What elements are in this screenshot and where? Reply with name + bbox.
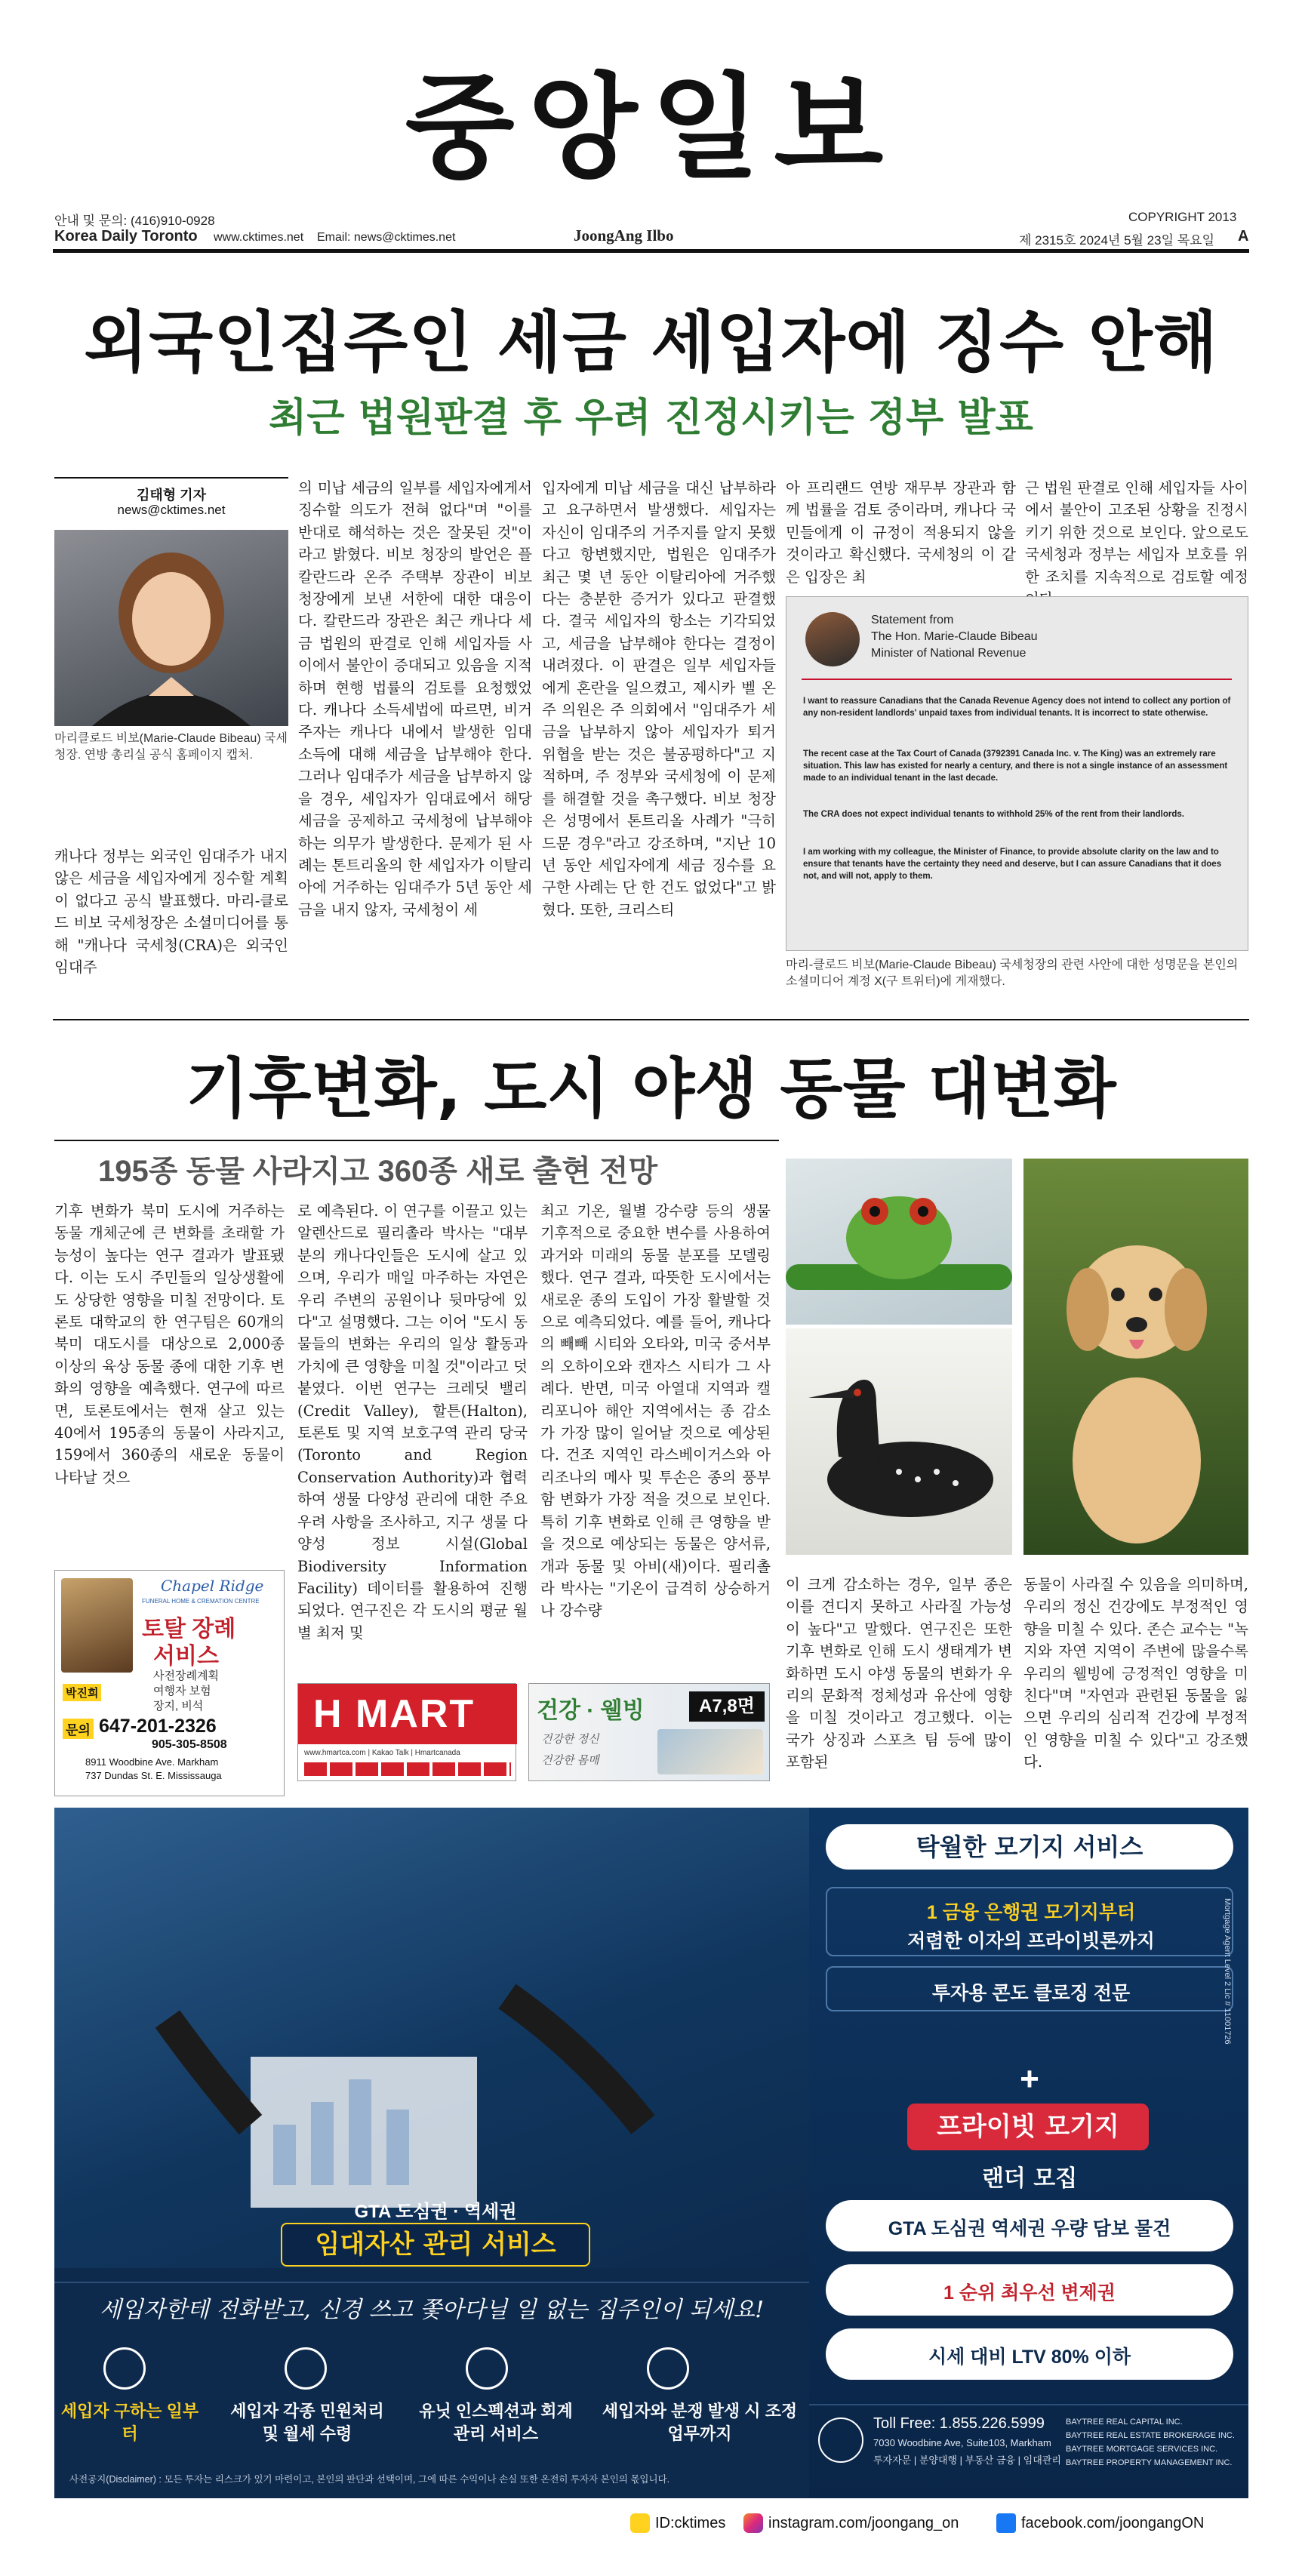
gta-title: 임대자산 관리 서비스 <box>281 2223 590 2267</box>
mortgage-ad[interactable] <box>54 1808 1248 2498</box>
funeral-title1: 토탈 장례 <box>142 1617 236 1642</box>
article1-col3: 입자에게 미납 세금을 대신 납부하라고 요구하면서 발생했다. 세입자는 자신이 임대주의 거주지를 알지 못했다고 항변했지만, 법원은 임대주가 최근 몇 년 동안 이탈리아에 거주했다는 충분한 증거가 있다고 판결했다. 결국 세입자의 항소는 기각되었고, 세금을 납부해야 한다는 결정이 내려졌다. 이 판결은 일부 세입자들에게 혼란을 일으켰고, 제시카 벨 온주 의원은 주 의회에서 "임대주가 세금을 납부하지 않아 세입자가 퇴거 위협을 받는 것은 불공평하다"고 지적하며, 주 정부와 국세청에 이 문제를 해결할 것을 촉구했다. 비보 청장은 성명에서 톤트리올 사례가 "극히 드문 경우"라고 강조하며, "지난 10년 동안 세입자에게 세금 징수를 요구한 사례는 단 한 건도 없었다"고 밝혔다. 또한, 크리스티 <box>542 479 776 919</box>
statement-from: Statement from <box>871 614 954 626</box>
facebook-icon <box>996 2513 1016 2533</box>
loon-photo <box>786 1328 1012 1555</box>
puppy-photo <box>1023 1159 1248 1555</box>
company1: BAYTREE REAL CAPITAL INC. <box>1066 2418 1183 2427</box>
company3: BAYTREE MORTGAGE SERVICES INC. <box>1066 2445 1218 2454</box>
statement-p4: I am working with my colleague, the Minister of Finance, to provide absolute clarity on the law and to ensure that tenants have the certainty they need and deserve, but I can assure Canadians that it does not, and will not, apply to them. <box>803 848 1222 881</box>
article2-col2: 로 예측된다. 이 연구를 이끌고 있는 알렌산드로 필리촐라 박사는 "대부분의 캐나다인들은 도시에 살고 있으며, 우리가 매일 마주하는 자연은 우리 주변의 공원이나 뒷마당에 있다"고 설명했다. 그는 이어 "도시 동물들의 변화는 우리의 일상 활동과 가치에 큰 영향을 미칠 것"이라고 덧붙였다. 이번 연구는 크레딧 밸리(Credit Valley), 할튼(Halton), 토론토 및 지역 보호구역 관리 당국(Toronto and Region Conservation Authority)과 협력하여 생물 다양성 관리에 대한 주요 우려 사항을 조사하고, 지구 생물 다양성 정보 시설(Global Biodiversity Information Facility) 데이터를 활용하여 진행되었다. 연구진은 각 도시의 평균 월별 최저 및 <box>297 1202 528 1642</box>
article2-col3: 최고 기온, 월별 강수량 등의 생물 기후적으로 중요한 변수를 사용하여 과거와 미래의 동물 분포를 모델링했다. 연구 결과, 따뜻한 도시에서는 새로운 종의 도입이 가장 활발할 것으로 예측되었다. 예를 들어, 캐나다의 빼빼 시티와 오타와, 미국 중서부의 오하이오와 캔자스 시티가 그 사례다. 반면, 미국 아열대 지역과 캘리포니아 해안 지역에서는 종 감소가 가장 많이 일어날 것으로 예상된다. 건조 지역인 라스베이거스와 아리조나의 메사 및 투손은 종의 풍부함 변화가 가장 적을 것으로 보인다. 특히 기후 변화로 인해 큰 영향을 받을 것으로 예상되는 동물은 양서류, 개과 동물 및 아비(새)이다. 필리촐라 박사는 "기온이 급격히 상승하거나 강수량 <box>540 1202 771 1620</box>
article2-sub-rule <box>54 1140 779 1141</box>
paper-name: Korea Daily Toronto <box>54 228 198 245</box>
instagram-icon <box>743 2513 763 2533</box>
brand-name: JoongAng Ilbo <box>574 226 674 245</box>
email-link[interactable]: Email: news@cktimes.net <box>317 231 456 244</box>
company-divider <box>809 2404 1248 2405</box>
article1-subhead: 최근 법원판결 후 우려 진정시키는 정부 발표 <box>269 395 1033 441</box>
article2-col5: 동물이 사라질 수 있음을 의미하며, 우리의 정신 건강에도 부정적인 영향을 미칠 수 있다. 존슨 교수는 "녹지와 자연 지역이 주변에 많을수록 우리의 웰빙에 긍정적인 영향을 미친다"며 "자연과 관련된 동물을 잃으면 우리의 심리적 건강에 부정적인 영향을 미칠 수 있다"고 강조했다. <box>1023 1576 1248 1771</box>
footer-instagram[interactable]: instagram.com/joongang_on <box>768 2515 959 2531</box>
article1-headline: 외국인집주인 세금 세입자에 징수 안해 <box>84 303 1218 381</box>
funeral-addr1: 8911 Woodbine Ave. Markham <box>85 1756 219 1768</box>
mortgage-item4: 1 순위 최우선 변제권 <box>943 2282 1116 2304</box>
mortgage-item1-box <box>826 1887 1233 1956</box>
tollfree[interactable]: Toll Free: 1.855.226.5999 <box>873 2415 1045 2432</box>
dispute-mediation-icon <box>647 2347 689 2390</box>
funeral-ad[interactable] <box>54 1570 285 1796</box>
company4: BAYTREE PROPERTY MANAGEMENT INC. <box>1066 2458 1233 2467</box>
frog-photo <box>786 1159 1012 1325</box>
mortgage-slogan: 세입자한테 전화받고, 신경 쓰고 쫓아다닐 일 없는 집주인이 되세요! <box>99 2297 765 2323</box>
feature4: 세입자와 분쟁 발생 시 조정 업무까지 <box>602 2402 798 2443</box>
statement-name: The Hon. Marie-Claude Bibeau <box>871 630 1038 643</box>
hmart-site: www.hmartca.com | Kakao Talk | Hmartcanada <box>304 1749 460 1757</box>
funeral-ad-portrait <box>61 1578 133 1673</box>
mortgage-item3-box <box>826 2200 1233 2251</box>
kakao-icon <box>630 2513 650 2533</box>
statement-image <box>786 596 1248 951</box>
feature1: 세입자 구하는 일부터 <box>60 2402 199 2443</box>
company2: BAYTREE REAL ESTATE BROKERAGE INC. <box>1066 2431 1235 2440</box>
company-services: 투자자문 | 분양대행 | 부동산 금융 | 임대관리 <box>873 2454 1061 2466</box>
funeral-addr2: 737 Dundas St. E. Mississauga <box>85 1770 222 1781</box>
masthead-rule <box>53 249 1249 253</box>
article2-col4: 이 크게 감소하는 경우, 일부 종은 이를 견디지 못하고 사라질 가능성이 높다"고 말했다. 연구진은 또한 기후 변화로 인해 도시 생태계가 변화하면 도시 야생 동물의 변화가 우리의 문화적 정체성과 유산에 영향을 미칠 것이라고 경고했다. 이는 국가 상징과 스포츠 팀 등에 많이 포함된 <box>786 1576 1012 1771</box>
statement-caption: 마리-클로드 비보(Marie-Claude Bibeau) 국세청장의 관련 사안에 대한 성명문을 본인의 소셜미디어 계정 X(구 트위터)에 게재했다. <box>786 959 1239 988</box>
statement-p2: The recent case at the Tax Court of Canada (3792391 Canada Inc. v. The King) was an extremely rare situation. This law has existed for nearly a century, and there is not a single instance of an assessment made to an individual tenant in the last decade. <box>803 749 1228 783</box>
mortgage-license: Mortgage Agent Level 2 Lic # 11001726 <box>1223 1898 1232 2045</box>
article2-col1: 기후 변화가 북미 도시에 거주하는 동물 개체군에 큰 변화를 초래할 가능성이 높다는 연구 결과가 발표됐다. 이는 도시 주민들의 일상생활에도 상당한 영향을 미칠 전망이다. 토론토 대학교의 한 연구팀은 60개의 북미 대도시를 대상으로 2,000종 이상의 육상 동물 종에 대한 기후 변화의 영향을 예측했다. 연구에 따르면, 토론토에서는 현재 살고 있는 40에서 195종의 동물이 사라지고, 159에서 360종의 새로운 동물이 나타날 것으 <box>54 1202 285 1486</box>
website-link[interactable]: www.cktimes.net <box>214 231 304 244</box>
mortgage-item5: 시세 대비 LTV 80% 이하 <box>928 2347 1131 2368</box>
inspection-tools-icon <box>466 2347 508 2390</box>
article2-headline: 기후변화, 도시 야생 동물 대변화 <box>186 1051 1116 1127</box>
mortgage-top-title: 탁월한 모기지 서비스 <box>826 1824 1233 1870</box>
hmart-ad[interactable] <box>297 1683 516 1781</box>
article1-col2: 의 미납 세금의 일부를 세입자에게서 징수할 의도가 전혀 없다"며 "이를 반대로 해석하는 것은 잘못된 것"이라고 밝혔다. 비보 청장의 발언은 플 칼란드라 온주 주택부 장관이 비보 청장에게 보낸 서한에 대한 대응이다. 칼란드라 장관은 최근 캐나다 세금 법원의 판결로 인해 세입자들 사이에서 불안이 증대되고 있음을 지적하며 현행 법률의 검토를 요청했었다. 캐나다 소득세법에 따르면, 비거주자는 캐나다 내에서 발생한 임대 소득에 대해 세금을 납부해야 한다. 그러나 임대주가 세금을 납부하지 않을 경우, 세입자가 임대료에서 해당 세금을 공제하고 국세청에 납부해야 하는 의무가 발생한다. 문제가 된 사례는 톤트리올의 한 세입자가 이탈리아에 거주하는 임대주가 5년 동안 세금을 내지 않자, 국세청이 세 <box>298 479 532 919</box>
mortgage-item1b: 저렴한 이자의 프라이빗론까지 <box>907 1931 1155 1952</box>
funeral-phone2[interactable]: 905-305-8508 <box>152 1738 227 1751</box>
contact-line: 안내 및 문의: (416)910-0928 <box>54 214 215 228</box>
funeral-person: 박진희 <box>63 1684 101 1701</box>
health-photo <box>657 1729 763 1774</box>
issue-info: 제 2315호 2024년 5월 23일 목요일 <box>1019 233 1214 248</box>
health-line2: 건강한 몸매 <box>541 1754 599 1767</box>
mortgage-item4-box <box>826 2264 1233 2316</box>
tenant-search-icon <box>103 2347 146 2390</box>
statement-p1: I want to reassure Canadians that the Canada Revenue Agency does not intend to collect any portion of any non-resident landlords' unpaid taxes from individual tenants. It is incorrect to state otherwise. <box>803 697 1231 718</box>
rent-collection-icon <box>285 2347 327 2390</box>
article1-col1: 캐나다 정부는 외국인 임대주가 내지 않은 세금을 세입자에게 징수할 계획이 없다고 공식 발표했다. 마리-클로드 비보 국세청장은 소셜미디어를 통해 "캐나다 국세청(CRA)은 외국인 임대주 <box>54 848 288 977</box>
mortgage-item2-box <box>826 1966 1233 2011</box>
article1-col5: 근 법원 판결로 인해 세입자들 사이에서 불안이 고조된 상황을 진정시키기 위한 것으로 보인다. 앞으로도 국세청과 정부는 세입자 보호를 위한 조치를 지속적으로 검토할 예정 <box>1025 479 1248 586</box>
health-page: A7,8면 <box>689 1691 765 1722</box>
issue-badge: A <box>1238 228 1249 245</box>
section-rule <box>53 1019 1249 1020</box>
footer-facebook[interactable]: facebook.com/joongangON <box>1021 2515 1205 2531</box>
mortgage-item5-box <box>826 2328 1233 2380</box>
footer-kakao[interactable]: ID:cktimes <box>655 2515 726 2531</box>
statement-role: Minister of National Revenue <box>871 647 1027 660</box>
funeral-title2: 서비스 <box>153 1644 219 1669</box>
copyright: COPYRIGHT 2013 <box>1128 210 1237 224</box>
funeral-phone-label: 문의 <box>63 1719 94 1739</box>
byline-name: 김태형 기자 <box>137 488 206 503</box>
hmart-logo: H MART <box>313 1692 476 1736</box>
company-addr: 7030 Woodbine Ave, Suite103, Markham <box>873 2437 1051 2448</box>
statement-rule <box>802 679 1232 680</box>
health-line1: 건강한 정신 <box>541 1733 599 1746</box>
minister-photo <box>54 530 288 726</box>
article1-col4: 아 프리랜드 연방 재무부 장관과 함께 법률을 검토 중이라며, 캐나다 국민들에게 이 규정이 적용되지 않을 것이라고 확신했다. 국세청의 이 같은 입장은 최 <box>786 479 1016 586</box>
funeral-desc1: 사전장례계획 <box>153 1670 219 1682</box>
funeral-desc3: 장지, 비석 <box>153 1700 204 1713</box>
mortgage-item2: 투자용 콘도 클로징 전문 <box>931 1983 1131 2004</box>
byline-rule <box>54 477 288 479</box>
mortgage-item1a: 1 금융 은행권 모기지부터 <box>926 1902 1136 1923</box>
funeral-brand-sub: FUNERAL HOME & CREMATION CENTRE <box>142 1598 260 1605</box>
hmart-locations <box>304 1762 511 1776</box>
feature3: 유닛 인스펙션과 회계 관리 서비스 <box>419 2402 573 2443</box>
health-title: 건강 · 웰빙 <box>537 1698 645 1723</box>
baytree-logo-icon <box>818 2418 863 2463</box>
article2-subhead: 195종 동물 사라지고 360종 새로 출현 전망 <box>98 1155 658 1188</box>
feature2: 세입자 각종 민원처리 및 월세 수령 <box>230 2402 384 2443</box>
funeral-brand: Chapel Ridge <box>161 1577 264 1595</box>
gta-sub: GTA 도심권 · 역세권 <box>354 2202 517 2222</box>
disclaimer: 사전공지(Disclaimer) : 모든 투자는 리스크가 있기 마련이고, 본인의 판단과 선택이며, 그에 따른 수익이나 손실 또한 온전히 투자자 본인의 몫입니다. <box>69 2474 670 2485</box>
statement-p3: The CRA does not expect individual tenants to withhold 25% of the rent from their landlords. <box>803 810 1184 819</box>
funeral-desc2: 여행자 보험 <box>153 1685 211 1697</box>
masthead-title: 중앙일보 <box>405 63 897 194</box>
statement-avatar <box>805 612 860 666</box>
funeral-phone1[interactable]: 647-201-2326 <box>99 1716 217 1737</box>
byline-email: news@cktimes.net <box>117 503 226 517</box>
health-section-ad[interactable] <box>528 1683 770 1781</box>
mortgage-private-sub: 랜더 모집 <box>981 2165 1078 2192</box>
mortgage-plus: + <box>1020 2060 1039 2097</box>
mortgage-divider <box>54 2282 809 2283</box>
mortgage-private-title: 프라이빗 모기지 <box>907 2104 1149 2150</box>
minister-photo-caption: 마리클로드 비보(Marie-Claude Bibeau) 국세청장. 연방 총리실 공식 홈페이지 캡처. <box>54 732 288 762</box>
mortgage-item3: GTA 도심권 역세권 우량 담보 물건 <box>888 2218 1171 2239</box>
